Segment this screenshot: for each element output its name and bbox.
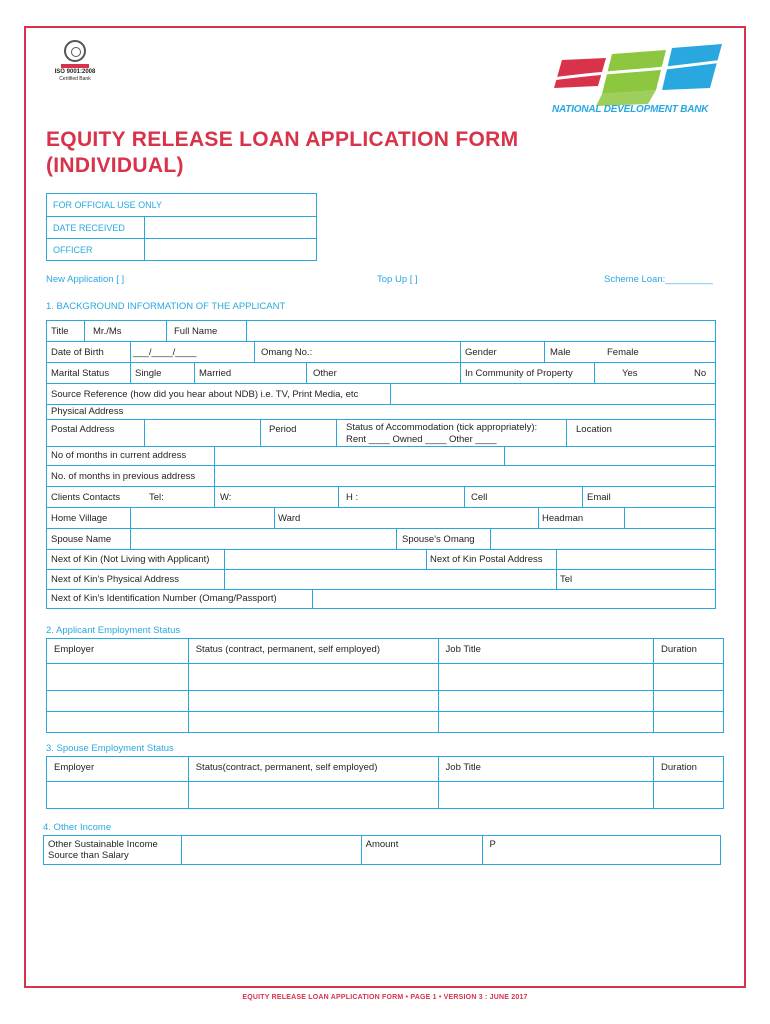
job-title-header: Job Title bbox=[438, 639, 653, 664]
table-row bbox=[47, 782, 724, 809]
iso-standard-label: ISO 9001:2008 bbox=[54, 69, 96, 75]
contacts-label: Clients Contacts bbox=[51, 492, 121, 503]
married-option[interactable]: Married bbox=[199, 368, 232, 379]
spouse-omang-label: Spouse's Omang bbox=[402, 534, 475, 545]
months-previous-field[interactable] bbox=[215, 466, 715, 487]
community-label: In Community of Property bbox=[465, 368, 573, 379]
male-option[interactable]: Male bbox=[550, 347, 571, 358]
headman-field[interactable] bbox=[625, 508, 715, 529]
certification-ribbon bbox=[61, 64, 89, 68]
nok-postal-label: Next of Kin Postal Address bbox=[430, 554, 543, 565]
employer-header: Employer bbox=[47, 639, 189, 664]
full-name-label: Full Name bbox=[174, 326, 218, 337]
dob-label: Date of Birth bbox=[51, 347, 104, 358]
home-phone-label: H : bbox=[346, 492, 359, 503]
officer-row bbox=[47, 238, 316, 260]
other-income-label-line2: Source than Salary bbox=[48, 850, 129, 861]
section2-heading: 2. Applicant Employment Status bbox=[46, 625, 181, 636]
marital-label: Marital Status bbox=[51, 368, 110, 379]
iso-certification-badge bbox=[50, 40, 100, 82]
official-use-heading: FOR OFFICIAL USE ONLY bbox=[53, 200, 163, 210]
job-title-cell[interactable] bbox=[438, 691, 653, 712]
accommodation-options[interactable]: Rent ____ Owned ____ Other ____ bbox=[346, 434, 497, 445]
duration-cell[interactable] bbox=[654, 782, 724, 809]
date-received-row bbox=[47, 216, 316, 238]
other-income-label-cell bbox=[44, 836, 182, 865]
months-current-label: No of months in current address bbox=[51, 450, 187, 461]
official-use-box bbox=[46, 193, 317, 261]
form-title bbox=[46, 127, 518, 179]
table-header-row bbox=[47, 639, 724, 664]
nok-tel-field[interactable] bbox=[557, 570, 715, 590]
duration-header: Duration bbox=[654, 639, 724, 664]
nok-postal-field[interactable] bbox=[557, 550, 715, 570]
source-ref-field[interactable] bbox=[391, 384, 715, 405]
certification-seal-icon bbox=[64, 40, 86, 62]
yes-option[interactable]: Yes bbox=[622, 368, 638, 379]
home-village-label: Home Village bbox=[51, 513, 108, 524]
status-header: Status(contract, permanent, self employed) bbox=[188, 757, 438, 782]
job-title-cell[interactable] bbox=[438, 664, 653, 691]
status-cell[interactable] bbox=[188, 712, 438, 733]
duration-cell[interactable] bbox=[654, 691, 724, 712]
mr-ms-option[interactable]: Mr./Ms bbox=[93, 326, 122, 337]
postal-address-field[interactable] bbox=[145, 420, 261, 447]
date-received-label: DATE RECEIVED bbox=[47, 217, 145, 238]
ward-field[interactable] bbox=[275, 508, 539, 529]
other-income-table bbox=[43, 835, 721, 865]
employer-cell[interactable] bbox=[47, 712, 189, 733]
location-label: Location bbox=[576, 424, 612, 435]
tel-label: Tel: bbox=[149, 492, 164, 503]
status-cell[interactable] bbox=[188, 691, 438, 712]
nok-id-field[interactable] bbox=[313, 590, 715, 608]
physical-address-field[interactable] bbox=[47, 405, 715, 420]
full-name-field[interactable] bbox=[247, 321, 715, 342]
nok-physical-label: Next of Kin's Physical Address bbox=[51, 574, 180, 585]
home-village-field[interactable] bbox=[131, 508, 275, 529]
page-footer: EQUITY RELEASE LOAN APPLICATION FORM • PAGE 1 • VERSION 3 : JUNE 2017 bbox=[242, 994, 528, 1001]
duration-cell[interactable] bbox=[654, 664, 724, 691]
nok-physical-field[interactable] bbox=[225, 570, 557, 590]
spouse-employment-table bbox=[46, 756, 724, 809]
nok-id-label: Next of Kin's Identification Number (Omang/Passport) bbox=[51, 593, 277, 604]
ward-label: Ward bbox=[278, 513, 301, 524]
email-label: Email bbox=[587, 492, 611, 503]
section1-heading: 1. BACKGROUND INFORMATION OF THE APPLICANT bbox=[46, 301, 286, 312]
spouse-name-field[interactable] bbox=[131, 529, 397, 550]
months-previous-label: No. of months in previous address bbox=[51, 471, 196, 482]
table-row bbox=[47, 712, 724, 733]
other-income-source-field[interactable] bbox=[181, 836, 361, 865]
other-option[interactable]: Other bbox=[313, 368, 337, 379]
employer-cell[interactable] bbox=[47, 782, 189, 809]
employer-cell[interactable] bbox=[47, 691, 189, 712]
single-option[interactable]: Single bbox=[135, 368, 162, 379]
omang-label: Omang No.: bbox=[261, 347, 313, 358]
months-current-extra-field[interactable] bbox=[505, 447, 715, 466]
official-use-heading-row bbox=[47, 194, 316, 216]
source-ref-label: Source Reference (how did you hear about NDB) i.e. TV, Print Media, etc bbox=[51, 389, 359, 400]
certified-bank-label: Certified Bank bbox=[59, 76, 91, 82]
postal-address-label: Postal Address bbox=[51, 424, 115, 435]
nok-field[interactable] bbox=[225, 550, 427, 570]
scheme-loan-field[interactable]: Scheme Loan:_________ bbox=[604, 274, 713, 285]
amount-label: Amount bbox=[361, 836, 483, 865]
date-received-field[interactable] bbox=[145, 217, 316, 238]
gender-label: Gender bbox=[465, 347, 497, 358]
table-row bbox=[47, 664, 724, 691]
amount-field[interactable]: P bbox=[483, 836, 721, 865]
spouse-omang-field[interactable] bbox=[491, 529, 715, 550]
accommodation-label: Status of Accommodation (tick appropriately): bbox=[346, 422, 538, 433]
status-cell[interactable] bbox=[188, 664, 438, 691]
section4-heading: 4. Other Income bbox=[43, 822, 112, 833]
table-row bbox=[44, 836, 721, 865]
title-label: Title bbox=[51, 326, 69, 337]
no-option[interactable]: No bbox=[694, 368, 707, 379]
duration-header: Duration bbox=[654, 757, 724, 782]
top-up-option[interactable]: Top Up [ ] bbox=[377, 274, 418, 285]
job-title-header: Job Title bbox=[438, 757, 653, 782]
new-application-option[interactable]: New Application [ ] bbox=[46, 274, 125, 285]
status-cell[interactable] bbox=[188, 782, 438, 809]
employer-header: Employer bbox=[47, 757, 189, 782]
nok-label: Next of Kin (Not Living with Applicant) bbox=[51, 554, 210, 565]
physical-address-label: Physical Address bbox=[51, 406, 124, 417]
headman-label: Headman bbox=[542, 513, 584, 524]
period-label: Period bbox=[269, 424, 297, 435]
applicant-employment-table bbox=[46, 638, 724, 733]
status-header: Status (contract, permanent, self employed) bbox=[188, 639, 438, 664]
other-income-label-line1: Other Sustainable Income bbox=[48, 839, 158, 850]
duration-cell[interactable] bbox=[654, 712, 724, 733]
work-phone-field[interactable] bbox=[215, 487, 339, 508]
job-title-cell[interactable] bbox=[438, 712, 653, 733]
background-info-grid bbox=[46, 320, 716, 609]
dob-blank: ___/____/____ bbox=[133, 347, 197, 358]
bank-name: NATIONAL DEVELOPMENT BANK bbox=[552, 104, 709, 115]
table-header-row bbox=[47, 757, 724, 782]
cell-phone-label: Cell bbox=[471, 492, 488, 503]
spouse-name-label: Spouse Name bbox=[51, 534, 112, 545]
section3-heading: 3. Spouse Employment Status bbox=[46, 743, 174, 754]
months-current-field[interactable] bbox=[215, 447, 505, 466]
female-option[interactable]: Female bbox=[607, 347, 639, 358]
officer-label: OFFICER bbox=[47, 239, 145, 260]
officer-field[interactable] bbox=[145, 239, 316, 260]
form-title-line2: (INDIVIDUAL) bbox=[46, 154, 184, 177]
employer-cell[interactable] bbox=[47, 664, 189, 691]
form-title-line1: EQUITY RELEASE LOAN APPLICATION FORM bbox=[46, 128, 519, 151]
job-title-cell[interactable] bbox=[438, 782, 653, 809]
nok-tel-label: Tel bbox=[560, 574, 573, 585]
work-phone-label: W: bbox=[220, 492, 232, 503]
table-row bbox=[47, 691, 724, 712]
